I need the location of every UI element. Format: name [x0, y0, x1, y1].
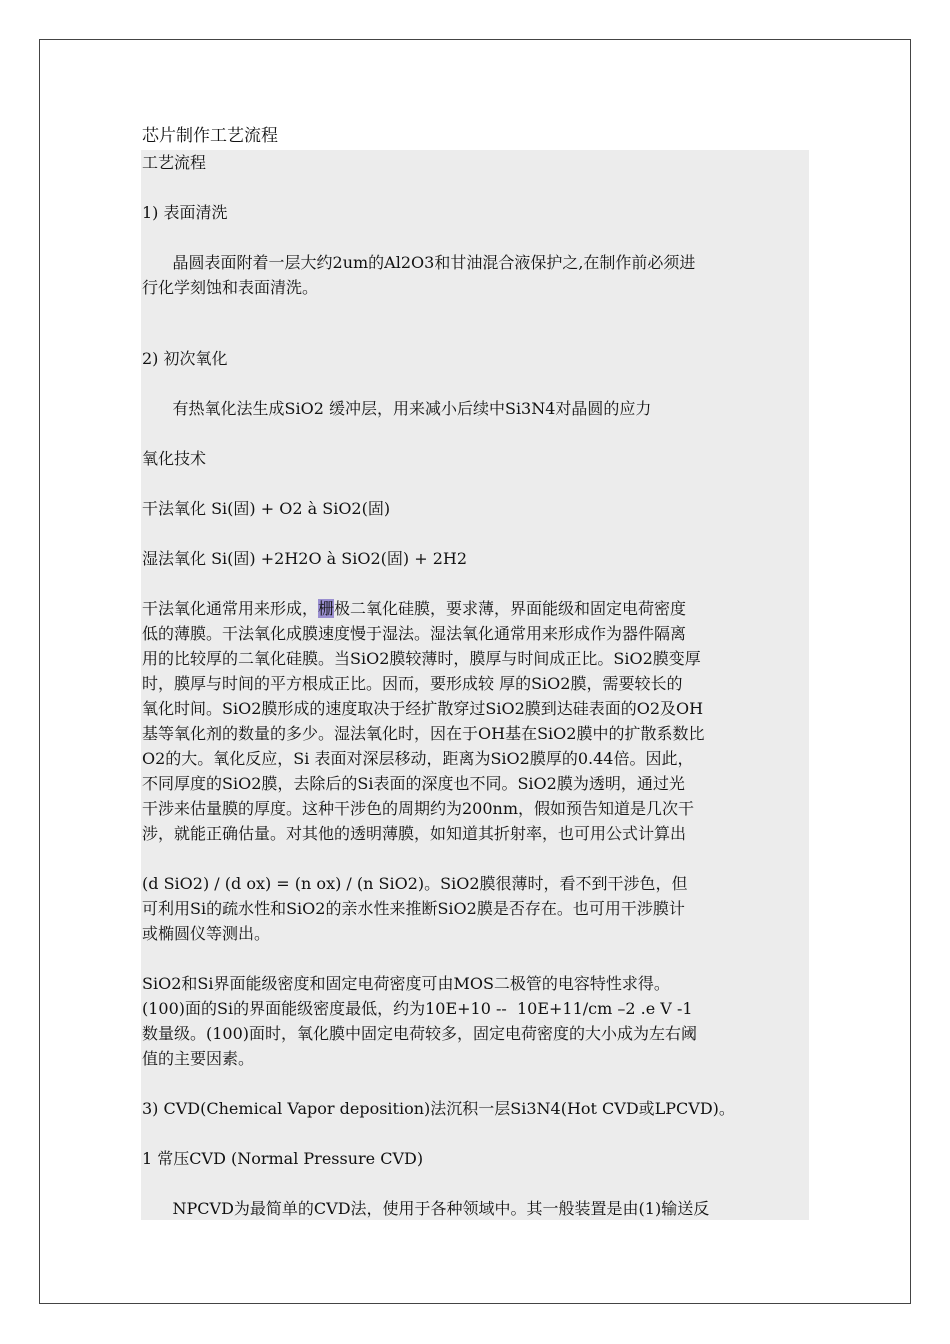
body-line: 干涉来估量膜的厚度。这种干涉色的周期约为200nm，假如预告知道是几次干: [142, 799, 695, 818]
body-line: SiO2和Si界面能级密度和固定电荷密度可由MOS二极管的电容特性求得。: [142, 974, 670, 993]
body-line: 晶圆表面附着一层大约2um的Al2O3和甘油混合液保护之,在制作前必须进: [142, 253, 696, 272]
body-line: 有热氧化法生成SiO2 缓冲层，用来减小后续中Si3N4对晶圆的应力: [142, 399, 652, 418]
section-heading: 1) 表面清洗: [142, 203, 228, 222]
body-line: 涉，就能正确估量。对其他的透明薄膜，如知道其折射率，也可用公式计算出: [142, 824, 687, 843]
body-line: 用的比较厚的二氧化硅膜。当SiO2膜较薄时，膜厚与时间成正比。SiO2膜变厚: [142, 649, 701, 668]
subsection-heading: 1 常压CVD (Normal Pressure CVD): [142, 1149, 424, 1168]
body-line: 数量级。(100)面时，氧化膜中固定电荷较多，固定电荷密度的大小成为左右阈: [142, 1024, 698, 1043]
body-line: 值的主要因素。: [142, 1049, 255, 1068]
formula-line: 湿法氧化 Si(固) +2H2O à SiO2(固) + 2H2: [142, 549, 468, 568]
body-line: 基等氧化剂的数量的多少。湿法氧化时，因在于OH基在SiO2膜中的扩散系数比: [142, 724, 705, 743]
body-line: 氧化时间。SiO2膜形成的速度取决于经扩散穿过SiO2膜到达硅表面的O2及OH: [142, 699, 704, 718]
text-span: 极二氧化硅膜，要求薄，界面能级和固定电荷密度: [334, 599, 687, 618]
body-line: 不同厚度的SiO2膜，去除后的Si表面的深度也不同。SiO2膜为透明，通过光: [142, 774, 685, 793]
body-line: 行化学刻蚀和表面清洗。: [142, 278, 319, 297]
formula-line: 干法氧化 Si(固) + O2 à SiO2(固): [142, 499, 391, 518]
section-heading: 2) 初次氧化: [142, 349, 228, 368]
section-heading: 3) CVD(Chemical Vapor deposition)法沉积一层Si3N4(Hot CVD或LPCVD)。: [142, 1099, 735, 1118]
body-line: 时，膜厚与时间的平方根成正比。因而，要形成较 厚的SiO2膜，需要较长的: [142, 674, 683, 693]
text-span: 干法氧化通常用来形成，: [142, 599, 319, 618]
body-line: NPCVD为最简单的CVD法，使用于各种领域中。其一般装置是由(1)输送反: [142, 1199, 710, 1218]
document-body: [141, 150, 809, 1220]
highlighted-char: 栅: [318, 599, 335, 618]
body-line: O2的大。氧化反应，Si 表面对深层移动，距离为SiO2膜厚的0.44倍。因此，: [142, 749, 694, 768]
body-line: (100)面的Si的界面能级密度最低，约为10E+10 -- 10E+11/cm –2 .e V -1: [142, 999, 693, 1018]
body-line: 或椭圆仪等测出。: [142, 924, 271, 943]
body-line: (d SiO2) / (d ox) = (n ox) / (n SiO2)。SiO2膜很薄时，看不到干涉色，但: [142, 874, 688, 893]
body-line: 可利用Si的疏水性和SiO2的亲水性来推断SiO2膜是否存在。也可用干涉膜计: [142, 899, 685, 918]
body-line: 工艺流程: [142, 153, 207, 172]
document-title: 芯片制作工艺流程: [142, 126, 278, 146]
body-line: [142, 596, 808, 621]
body-line: 氧化技术: [142, 449, 207, 468]
body-line: 低的薄膜。干法氧化成膜速度慢于湿法。湿法氧化通常用来形成作为器件隔离: [142, 624, 687, 643]
